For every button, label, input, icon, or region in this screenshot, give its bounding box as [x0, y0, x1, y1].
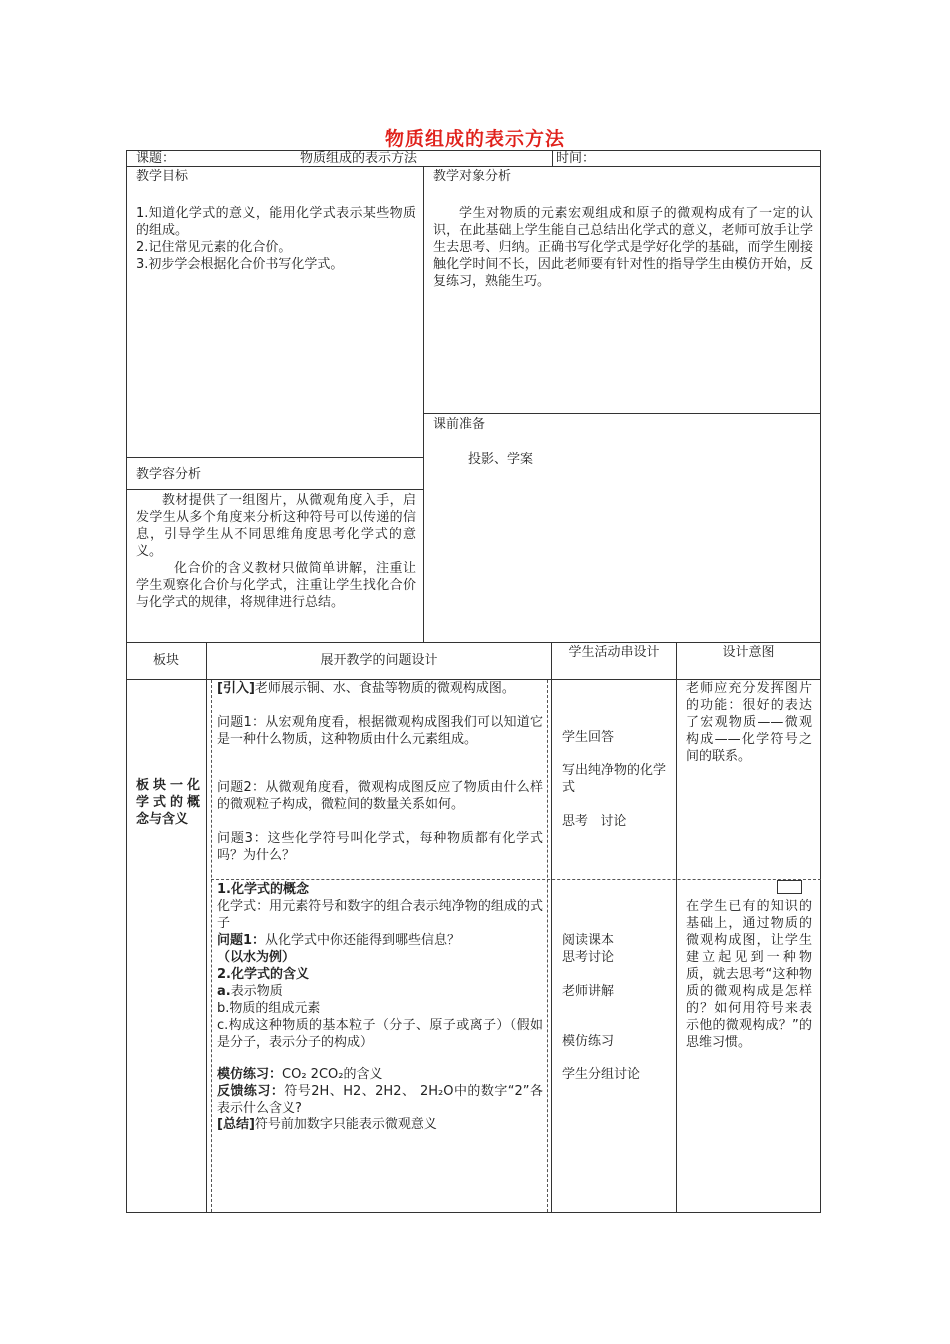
activity-1-1: 学生回答	[562, 730, 615, 745]
analysis-text: 学生对物质的元素宏观组成和原子的微观构成有了一定的认识，在此基础上学生能自己总结出化学式的意义，老师可放手让学生去思考、归纳。正确书写化学式是学好化学的基础，而学生刚接触化学时间不长，因此老师要有针对性的指导学生由模仿开始，反复练习，熟能生巧。	[433, 206, 813, 289]
prep-text: 投影、学案	[468, 452, 534, 467]
goal-item-1: 1.知道化学式的意义，能用化学式表示某些物质的组成。	[136, 206, 416, 238]
activity-2-4: 模仿练习	[562, 1034, 615, 1049]
imitate-label: 模仿练习：	[217, 1067, 283, 1082]
concept-text: 化学式：用元素符号和数字的组合表示纯净物的组成的式子	[217, 899, 543, 931]
prep-heading: 课前准备	[433, 417, 486, 432]
goal-item-2: 2.记住常见元素的化合价。	[136, 240, 292, 255]
content-para-2: 化合价的含义教材只做简单讲解，注重让学生观察化合价与化学式，注重让学生找化合价与化学式的规律，将规律进行总结。	[136, 561, 416, 610]
feedback-text: 符号2H、H2、2H2、 2H₂O中的数字“2”各表示什么含义?	[217, 1084, 543, 1116]
meaning-c: c.构成这种物质的基本粒子（分子、原子或离子）（假如是分子，表示分子的构成）	[217, 1018, 543, 1050]
meaning-a-label: a.	[217, 984, 231, 999]
imitate-text: CO₂ 2CO₂的含义	[282, 1067, 383, 1082]
summary-text: 符号前加数字只能表示微观意义	[254, 1117, 437, 1132]
q1-note: （以水为例）	[217, 950, 296, 965]
meaning-b: b.物质的组成元素	[217, 1001, 321, 1016]
question-3: 问题3：这些化学符号叫化学式，每种物质都有化学式吗？为什么？	[217, 831, 543, 863]
q1-text: 从化学式中你还能得到哪些信息？	[265, 933, 461, 948]
activity-2-2: 思考讨论	[562, 950, 615, 965]
summary	[217, 1116, 543, 1133]
feedback-label: 反馈练习：	[217, 1084, 285, 1099]
intent-1: 老师应充分发挥图片的功能：很好的表达了宏观物质——微观构成——化学符号之间的联系。	[686, 681, 812, 764]
activity-2-1: 阅读课本	[562, 933, 615, 948]
intro-paragraph	[217, 680, 543, 697]
time-label: 时间：	[556, 151, 596, 166]
concept-heading: 1.化学式的概念	[217, 882, 309, 897]
topic-label: 课题：	[136, 151, 176, 166]
analysis-heading: 教学对象分析	[433, 169, 512, 184]
question-2: 问题2：从微观角度看，微观构成图反应了物质由什么样的微观粒子构成，微粒间的数量关系如何。	[217, 780, 543, 812]
col-header-design: 展开教学的问题设计	[320, 653, 438, 668]
activity-2-5: 学生分组讨论	[562, 1067, 641, 1082]
intent-2: 在学生已有的知识的基础上，通过物质的微观构成图，让学生建立起见到一种物质，就去思考“这种物质的微观构成是怎样的？如何用符号来表示他的微观构成？”的思维习惯。	[686, 899, 812, 1050]
q1-label: 问题1：	[217, 933, 266, 948]
content-para-1: 教材提供了一组图片，从微观角度入手，启发学生从多个角度来分析这种符号可以传递的信息，引导学生从不同思维角度思考化学式的意义。	[136, 493, 416, 559]
topic-value: 物质组成的表示方法	[300, 151, 418, 166]
small-box	[777, 880, 802, 894]
content-heading: 教学容分析	[136, 467, 202, 482]
goal-item-3: 3.初步学会根据化合价书写化学式。	[136, 257, 344, 272]
activity-2-3: 老师讲解	[562, 984, 615, 999]
summary-tag: [总结]	[217, 1117, 255, 1132]
question-1: 问题1：从宏观角度看，根据微观构成图我们可以知道它是一种什么物质，这种物质由什么元素组成。	[217, 715, 543, 747]
block-name: 板块一化学式的概念与含义	[136, 778, 200, 827]
meaning-heading: 2.化学式的含义	[217, 967, 309, 982]
feedback-practice	[217, 1083, 543, 1117]
col-header-activity: 学生活动串设计	[568, 645, 660, 660]
intro-tag: [引入]	[217, 681, 255, 696]
col-header-intent: 设计意图	[722, 645, 775, 660]
intro-text: 老师展示铜、水、食盐等物质的微观构成图。	[254, 681, 515, 696]
col-header-block: 板块	[152, 653, 179, 668]
document-title: 物质组成的表示方法	[384, 128, 565, 150]
imitate-practice	[217, 1066, 543, 1083]
meaning-a	[217, 983, 283, 1000]
question-concept	[217, 932, 543, 949]
goals-heading: 教学目标	[136, 169, 189, 184]
activity-1-2: 写出纯净物的化学式	[562, 763, 667, 795]
activity-1-3: 思考 讨论	[562, 814, 627, 829]
meaning-a-text: 表示物质	[230, 984, 283, 999]
